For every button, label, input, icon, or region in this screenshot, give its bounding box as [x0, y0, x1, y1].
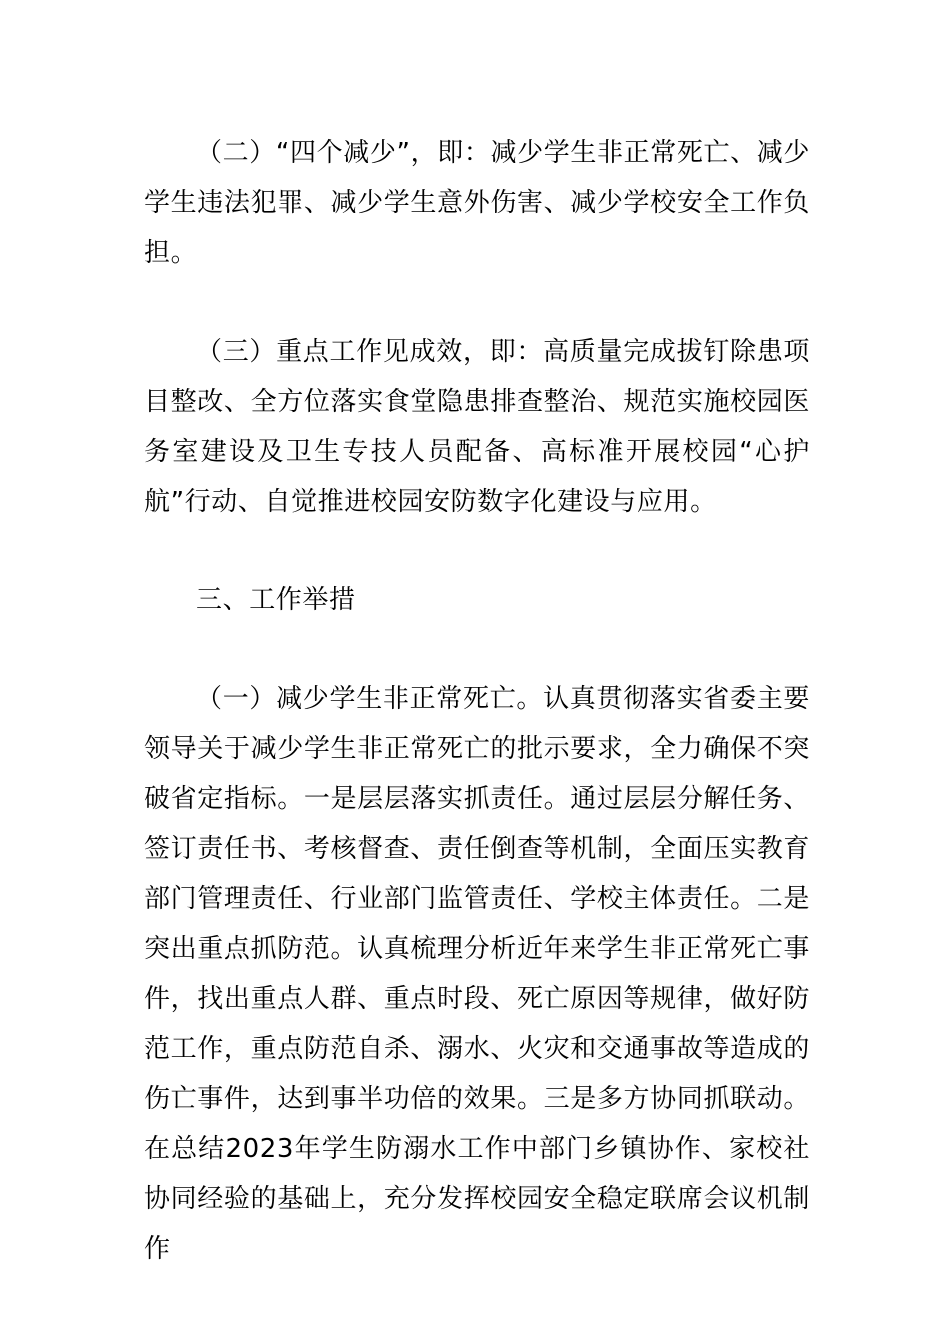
paragraph-reduce-abnormal-deaths: （一）减少学生非正常死亡。认真贯彻落实省委主要领导关于减少学生非正常死亡的批示要求，全力确保不突破省定指标。一是层层落实抓责任。通过层层分解任务、签订责任书、考核督查、责任倒查等机制，全面压实教育部门管理责任、行业部门监管责任、学校主体责任。二是突出重点抓防范。认真梳理分析近年来学生非正常死亡事件，找出重点人群、重点时段、死亡原因等规律，做好防范工作，重点防范自杀、溺水、火灾和交通事故等造成的伤亡事件，达到事半功倍的效果。三是多方协同抓联动。在总结2023年学生防溺水工作中部门乡镇协作、家校社协同经验的基础上，充分发挥校园安全稳定联席会议机制作: [144, 684, 810, 1264]
section-heading-work-measures: 三、工作举措: [196, 585, 356, 615]
paragraph-key-work-results: （三）重点工作见成效，即：高质量完成拔钉除患项目整改、全方位落实食堂隐患排查整治、规范实施校园医务室建设及卫生专技人员配备、高标准开展校园“心护航”行动、自觉推进校园安防数字化建设与应用。: [144, 337, 810, 517]
paragraph-four-reductions: （二）“四个减少”，即：减少学生非正常死亡、减少学生违法犯罪、减少学生意外伤害、减少学校安全工作负担。: [144, 138, 810, 268]
